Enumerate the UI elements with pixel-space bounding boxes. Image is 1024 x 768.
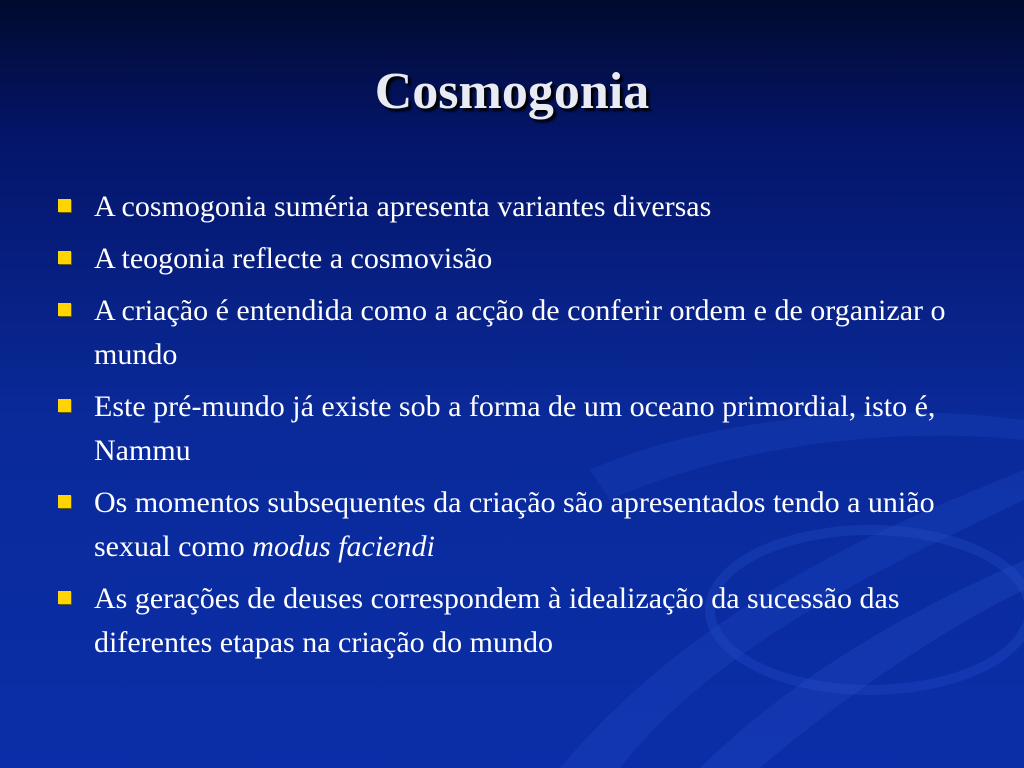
bullet-item: [54, 185, 974, 229]
yellow-square-bullet-icon: [58, 251, 71, 264]
bullet-text: A criação é entendida como a acção de conferir ordem e de organizar o mundo: [94, 294, 946, 371]
bullet-text: A cosmogonia suméria apresenta variantes diversas: [94, 190, 712, 223]
bullet-text: Este pré-mundo já existe sob a forma de um oceano primordial, isto é, Nammu: [94, 390, 936, 467]
bullet-emphasis-text: modus faciendi: [252, 530, 435, 563]
bullet-list: [54, 185, 974, 673]
yellow-square-bullet-icon: [58, 495, 71, 508]
yellow-square-bullet-icon: [58, 199, 71, 212]
yellow-square-bullet-icon: [58, 303, 71, 316]
bullet-text: Os momentos subsequentes da criação são apresentados tendo a união sexual como: [94, 486, 935, 563]
bullet-item: [54, 577, 974, 665]
yellow-square-bullet-icon: [58, 399, 71, 412]
bullet-item: [54, 481, 974, 569]
yellow-square-bullet-icon: [58, 591, 71, 604]
bullet-text: As gerações de deuses correspondem à idealização da sucessão das diferentes etapas na criação do mundo: [94, 582, 900, 659]
bullet-item: [54, 237, 974, 281]
bullet-text: A teogonia reflecte a cosmovisão: [94, 242, 493, 275]
bullet-item: [54, 289, 974, 377]
bullet-item: [54, 385, 974, 473]
slide-title: Cosmogonia: [374, 63, 650, 120]
